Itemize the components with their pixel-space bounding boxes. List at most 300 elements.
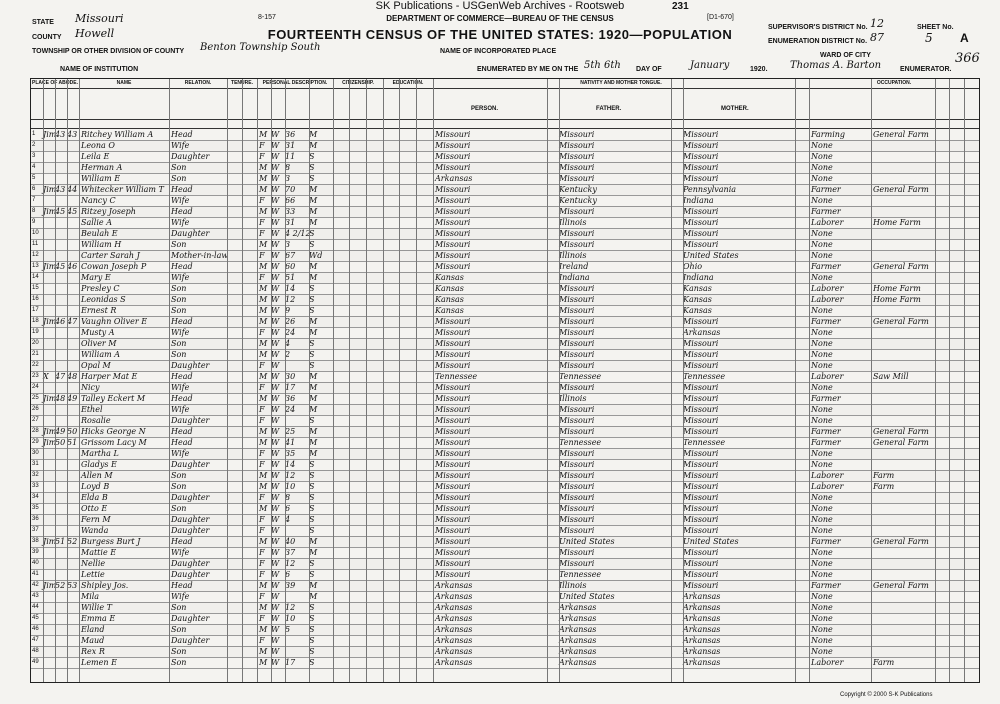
cell-dw: 45 bbox=[55, 207, 66, 216]
cell-dw: 50 bbox=[55, 438, 66, 447]
cell-age: 8 bbox=[285, 163, 291, 172]
cell-ind bbox=[873, 393, 935, 404]
cell-occ: None bbox=[811, 526, 833, 535]
cell-name: Carter Sarah J bbox=[81, 251, 140, 260]
cell-rel: Daughter bbox=[171, 636, 210, 645]
cell-ln: 40 bbox=[32, 560, 39, 566]
cell-name: Burgess Burt J bbox=[81, 537, 141, 546]
cell-st bbox=[43, 239, 55, 250]
cell-ln: 20 bbox=[32, 340, 39, 346]
cell-sex: M bbox=[259, 647, 268, 656]
cell-st bbox=[43, 591, 55, 602]
cell-fpob: Missouri bbox=[559, 460, 595, 469]
cell-dw bbox=[55, 657, 67, 668]
enum-district-number: 87 bbox=[870, 31, 884, 44]
cell-ms: S bbox=[309, 515, 315, 524]
cell-race: W bbox=[271, 152, 280, 161]
cell-age: 67 bbox=[285, 251, 296, 260]
cell-rel: Son bbox=[171, 647, 187, 656]
cell-ms: M bbox=[309, 196, 318, 205]
column-rule bbox=[809, 79, 810, 682]
cell-dw: 51 bbox=[55, 537, 66, 546]
cell-ind: Farm bbox=[873, 471, 895, 480]
subgroup-father: FATHER. bbox=[596, 106, 622, 112]
cell-fpob: Illinois bbox=[559, 581, 587, 590]
cell-race: W bbox=[271, 372, 280, 381]
cell-ms: M bbox=[309, 548, 318, 557]
cell-sex: F bbox=[259, 273, 265, 282]
cell-ind: General Farm bbox=[873, 317, 929, 326]
cell-mpob: Missouri bbox=[683, 427, 719, 436]
column-rule bbox=[55, 79, 56, 682]
cell-rel: Wife bbox=[171, 141, 190, 150]
cell-race: W bbox=[271, 592, 280, 601]
cell-ln: 11 bbox=[32, 241, 39, 247]
cell-rel: Wife bbox=[171, 449, 190, 458]
cell-ln: 34 bbox=[32, 494, 39, 500]
cell-name: Emma E bbox=[81, 614, 116, 623]
cell-ln: 32 bbox=[32, 472, 39, 478]
cell-ms: S bbox=[309, 647, 315, 656]
cell-race: W bbox=[271, 570, 280, 579]
column-rule bbox=[285, 79, 286, 682]
township-label: TOWNSHIP OR OTHER DIVISION OF COUNTY bbox=[32, 48, 185, 55]
cell-st bbox=[43, 646, 55, 657]
cell-st bbox=[43, 338, 55, 349]
cell-ln: 47 bbox=[32, 637, 39, 643]
cell-ind bbox=[873, 514, 935, 525]
cell-rel: Son bbox=[171, 658, 187, 667]
cell-age bbox=[285, 415, 307, 426]
cell-age bbox=[285, 591, 307, 602]
cell-occ: None bbox=[811, 196, 833, 205]
cell-race: W bbox=[271, 317, 280, 326]
cell-dw bbox=[55, 569, 67, 580]
cell-rel: Daughter bbox=[171, 614, 210, 623]
cell-fam bbox=[67, 525, 79, 536]
cell-age: 6 bbox=[285, 570, 291, 579]
cell-fpob: Missouri bbox=[559, 306, 595, 315]
cell-ln: 25 bbox=[32, 395, 39, 401]
cell-st bbox=[43, 173, 55, 184]
cell-fam: 49 bbox=[67, 394, 78, 403]
cell-occ: None bbox=[811, 570, 833, 579]
cell-fpob: Missouri bbox=[559, 141, 595, 150]
cell-ln: 48 bbox=[32, 648, 39, 654]
cell-name: Loyd B bbox=[81, 482, 110, 491]
cell-dw: 52 bbox=[55, 581, 66, 590]
cell-rel: Son bbox=[171, 504, 187, 513]
cell-ms: M bbox=[309, 592, 318, 601]
cell-name: Elda B bbox=[81, 493, 108, 502]
cell-name: Otto E bbox=[81, 504, 108, 513]
cell-ms: M bbox=[309, 537, 318, 546]
cell-occ: Farming bbox=[811, 130, 846, 139]
cell-ms: M bbox=[309, 262, 318, 271]
cell-ln: 26 bbox=[32, 406, 39, 412]
cell-fpob: Missouri bbox=[559, 295, 595, 304]
cell-occ: None bbox=[811, 603, 833, 612]
cell-st bbox=[43, 217, 55, 228]
column-rule bbox=[169, 79, 170, 682]
cell-ms: S bbox=[309, 603, 315, 612]
cell-pob: Kansas bbox=[435, 284, 464, 293]
cell-fam bbox=[67, 459, 79, 470]
cell-dw bbox=[55, 459, 67, 470]
column-rule bbox=[79, 79, 80, 682]
cell-dw bbox=[55, 481, 67, 492]
cell-ms: S bbox=[309, 636, 315, 645]
cell-race: W bbox=[271, 504, 280, 513]
cell-pob: Missouri bbox=[435, 141, 471, 150]
cell-ln: 8 bbox=[32, 208, 36, 214]
cell-rel: Son bbox=[171, 603, 187, 612]
cell-mpob: Missouri bbox=[683, 240, 719, 249]
cell-race: W bbox=[271, 339, 280, 348]
cell-occ: None bbox=[811, 504, 833, 513]
cell-name: Mila bbox=[81, 592, 100, 601]
cell-fpob: Missouri bbox=[559, 526, 595, 535]
cell-age: 4 2/12 bbox=[285, 229, 311, 238]
cell-rel: Daughter bbox=[171, 515, 210, 524]
cell-st bbox=[43, 162, 55, 173]
cell-age: 6 bbox=[285, 504, 291, 513]
cell-age: 17 bbox=[285, 658, 296, 667]
cell-rel: Head bbox=[171, 537, 193, 546]
cell-sex: M bbox=[259, 372, 268, 381]
cell-ind bbox=[873, 525, 935, 536]
cell-pob: Arkansas bbox=[435, 658, 473, 667]
cell-mpob: Missouri bbox=[683, 449, 719, 458]
cell-name: Whitecker William T bbox=[81, 185, 164, 194]
cell-name: Rosalie bbox=[81, 416, 111, 425]
cell-age: 31 bbox=[285, 141, 296, 150]
page-title: FOURTEENTH CENSUS OF THE UNITED STATES: 1920—POPULATION bbox=[267, 27, 733, 42]
cell-pob: Kansas bbox=[435, 306, 464, 315]
cell-mpob: Arkansas bbox=[683, 625, 721, 634]
cell-race: W bbox=[271, 548, 280, 557]
cell-pob: Missouri bbox=[435, 328, 471, 337]
cell-dw bbox=[55, 470, 67, 481]
cell-ms: S bbox=[309, 493, 315, 502]
cell-ind bbox=[873, 151, 935, 162]
cell-age: 12 bbox=[285, 295, 296, 304]
cell-rel: Daughter bbox=[171, 570, 210, 579]
cell-rel: Daughter bbox=[171, 526, 210, 535]
cell-age: 51 bbox=[285, 273, 296, 282]
cell-sex: M bbox=[259, 482, 268, 491]
cell-age: 5 bbox=[285, 625, 291, 634]
cell-ind bbox=[873, 602, 935, 613]
cell-ms: S bbox=[309, 163, 315, 172]
cell-ms: S bbox=[309, 526, 315, 535]
cell-mpob: Missouri bbox=[683, 559, 719, 568]
enumerator-name: Thomas A. Barton bbox=[790, 60, 882, 71]
cell-sex: F bbox=[259, 416, 265, 425]
cell-fpob: Missouri bbox=[559, 361, 595, 370]
cell-race: W bbox=[271, 350, 280, 359]
cell-occ: None bbox=[811, 306, 833, 315]
cell-rel: Wife bbox=[171, 273, 190, 282]
cell-ln: 43 bbox=[32, 593, 39, 599]
cell-st: X bbox=[43, 372, 49, 381]
cell-fam bbox=[67, 624, 79, 635]
cell-dw bbox=[55, 635, 67, 646]
cell-fam bbox=[67, 294, 79, 305]
cell-age: 39 bbox=[285, 581, 296, 590]
cell-race: W bbox=[271, 141, 280, 150]
cell-fpob: Arkansas bbox=[559, 658, 597, 667]
cell-dw bbox=[55, 272, 67, 283]
cell-st bbox=[43, 514, 55, 525]
cell-pob: Missouri bbox=[435, 130, 471, 139]
group-personal-description: PERSONAL DESCRIPTION. bbox=[257, 79, 334, 89]
cell-fam bbox=[67, 140, 79, 151]
cell-fam bbox=[67, 547, 79, 558]
cell-sex: F bbox=[259, 383, 265, 392]
cell-age: 12 bbox=[285, 471, 296, 480]
cell-pob: Missouri bbox=[435, 504, 471, 513]
cell-dw bbox=[55, 250, 67, 261]
cell-sex: F bbox=[259, 570, 265, 579]
cell-occ: None bbox=[811, 636, 833, 645]
supervisor-label: SUPERVISOR'S DISTRICT No. bbox=[768, 24, 868, 31]
cell-rel: Son bbox=[171, 625, 187, 634]
cell-pob: Missouri bbox=[435, 317, 471, 326]
column-rule bbox=[795, 79, 796, 682]
cell-race: W bbox=[271, 284, 280, 293]
cell-race: W bbox=[271, 251, 280, 260]
cell-pob: Arkansas bbox=[435, 174, 473, 183]
cell-ms: S bbox=[309, 625, 315, 634]
cell-mpob: Missouri bbox=[683, 218, 719, 227]
cell-fam bbox=[67, 470, 79, 481]
cell-fpob: Missouri bbox=[559, 559, 595, 568]
column-rule bbox=[383, 79, 384, 682]
cell-ln: 30 bbox=[32, 450, 39, 456]
cell-fpob: Arkansas bbox=[559, 636, 597, 645]
cell-fpob: Missouri bbox=[559, 471, 595, 480]
cell-fam bbox=[67, 448, 79, 459]
cell-st: Jim bbox=[43, 207, 57, 216]
cell-ms: M bbox=[309, 317, 318, 326]
cell-dw bbox=[55, 646, 67, 657]
cell-st: Jim bbox=[43, 185, 57, 194]
cell-age: 31 bbox=[285, 218, 296, 227]
cell-pob: Missouri bbox=[435, 438, 471, 447]
cell-pob: Missouri bbox=[435, 207, 471, 216]
cell-ln: 27 bbox=[32, 417, 39, 423]
cell-race: W bbox=[271, 526, 280, 535]
column-rule bbox=[67, 79, 68, 682]
cell-ms: M bbox=[309, 372, 318, 381]
cell-pob: Missouri bbox=[435, 471, 471, 480]
cell-fpob: Kentucky bbox=[559, 196, 597, 205]
cell-ln: 2 bbox=[32, 142, 36, 148]
cell-st bbox=[43, 140, 55, 151]
cell-ln: 23 bbox=[32, 373, 39, 379]
cell-age bbox=[285, 646, 307, 657]
cell-ln: 37 bbox=[32, 527, 39, 533]
ward-label: WARD OF CITY bbox=[820, 52, 871, 59]
cell-race: W bbox=[271, 647, 280, 656]
column-rule bbox=[399, 79, 400, 682]
cell-rel: Son bbox=[171, 174, 187, 183]
column-rule bbox=[559, 79, 560, 682]
cell-dw bbox=[55, 613, 67, 624]
cell-mpob: Kansas bbox=[683, 284, 712, 293]
cell-fam: 51 bbox=[67, 438, 78, 447]
cell-mpob: Kansas bbox=[683, 306, 712, 315]
cell-rel: Daughter bbox=[171, 493, 210, 502]
cell-fpob: United States bbox=[559, 592, 615, 601]
cell-occ: None bbox=[811, 240, 833, 249]
cell-fpob: Missouri bbox=[559, 482, 595, 491]
cell-name: Leonidas S bbox=[81, 295, 126, 304]
cell-ln: 12 bbox=[32, 252, 39, 258]
cell-ms: S bbox=[309, 350, 315, 359]
cell-occ: None bbox=[811, 416, 833, 425]
sheet-label: SHEET No. bbox=[917, 24, 954, 31]
cell-race: W bbox=[271, 383, 280, 392]
cell-name: Talley Eckert M bbox=[81, 394, 146, 403]
cell-ms: S bbox=[309, 240, 315, 249]
cell-sex: M bbox=[259, 207, 268, 216]
subgroup-person: PERSON. bbox=[471, 106, 499, 112]
cell-sex: F bbox=[259, 493, 265, 502]
cell-pob: Kansas bbox=[435, 273, 464, 282]
cell-ln: 7 bbox=[32, 197, 36, 203]
cell-sex: F bbox=[259, 515, 265, 524]
cell-mpob: Tennessee bbox=[683, 438, 726, 447]
cell-occ: None bbox=[811, 460, 833, 469]
cell-fpob: Missouri bbox=[559, 504, 595, 513]
cell-name: William E bbox=[81, 174, 121, 183]
cell-ind bbox=[873, 239, 935, 250]
cell-race: W bbox=[271, 163, 280, 172]
cell-dw: 43 bbox=[55, 185, 66, 194]
cell-ms: S bbox=[309, 152, 315, 161]
cell-fpob: Missouri bbox=[559, 317, 595, 326]
cell-name: Sallie A bbox=[81, 218, 112, 227]
cell-rel: Son bbox=[171, 339, 187, 348]
cell-occ: None bbox=[811, 229, 833, 238]
cell-st bbox=[43, 635, 55, 646]
cell-rel: Head bbox=[171, 581, 193, 590]
cell-sex: M bbox=[259, 339, 268, 348]
cell-name: Allen M bbox=[81, 471, 113, 480]
cell-ln: 45 bbox=[32, 615, 39, 621]
cell-fpob: Missouri bbox=[559, 152, 595, 161]
cell-ln: 18 bbox=[32, 318, 39, 324]
cell-mpob: Missouri bbox=[683, 526, 719, 535]
cell-dw bbox=[55, 547, 67, 558]
cell-pob: Missouri bbox=[435, 394, 471, 403]
cell-name: Hicks George N bbox=[81, 427, 146, 436]
incorporated-label: NAME OF INCORPORATED PLACE bbox=[440, 48, 557, 55]
cell-sex: F bbox=[259, 559, 265, 568]
cell-ind bbox=[873, 206, 935, 217]
cell-fpob: Missouri bbox=[559, 174, 595, 183]
cell-st: Jim bbox=[43, 427, 57, 436]
cell-st bbox=[43, 602, 55, 613]
cell-dw bbox=[55, 349, 67, 360]
cell-fpob: Missouri bbox=[559, 493, 595, 502]
cell-occ: Laborer bbox=[811, 284, 844, 293]
cell-sex: M bbox=[259, 471, 268, 480]
cell-ln: 35 bbox=[32, 505, 39, 511]
cell-race: W bbox=[271, 229, 280, 238]
cell-ln: 16 bbox=[32, 296, 39, 302]
copyright-footer: Copyright © 2000 S-K Publications bbox=[840, 692, 933, 698]
cell-st bbox=[43, 470, 55, 481]
cell-dw bbox=[55, 140, 67, 151]
cell-occ: None bbox=[811, 152, 833, 161]
cell-ln: 31 bbox=[32, 461, 39, 467]
cell-mpob: Arkansas bbox=[683, 658, 721, 667]
cell-ln: 28 bbox=[32, 428, 39, 434]
cell-race: W bbox=[271, 636, 280, 645]
column-rule bbox=[964, 79, 965, 682]
cell-race: W bbox=[271, 196, 280, 205]
cell-occ: Farmer bbox=[811, 394, 841, 403]
cell-ms: M bbox=[309, 141, 318, 150]
cell-sex: M bbox=[259, 295, 268, 304]
column-rule bbox=[433, 79, 434, 682]
column-rule bbox=[671, 79, 672, 682]
cell-ind bbox=[873, 272, 935, 283]
cell-fam bbox=[67, 404, 79, 415]
cell-st bbox=[43, 294, 55, 305]
cell-rel: Son bbox=[171, 350, 187, 359]
cell-fam: 47 bbox=[67, 317, 78, 326]
cell-fam bbox=[67, 657, 79, 668]
cell-race: W bbox=[271, 482, 280, 491]
cell-fam bbox=[67, 558, 79, 569]
cell-fpob: Illinois bbox=[559, 251, 587, 260]
cell-ln: 29 bbox=[32, 439, 39, 445]
supervisor-number: 12 bbox=[870, 17, 884, 30]
cell-st bbox=[43, 151, 55, 162]
cell-sex: F bbox=[259, 636, 265, 645]
cell-mpob: Arkansas bbox=[683, 647, 721, 656]
cell-occ: Farmer bbox=[811, 537, 841, 546]
cell-fam bbox=[67, 195, 79, 206]
cell-name: Nicy bbox=[81, 383, 100, 392]
cell-st bbox=[43, 360, 55, 371]
cell-pob: Missouri bbox=[435, 416, 471, 425]
cell-sex: F bbox=[259, 548, 265, 557]
cell-fam bbox=[67, 415, 79, 426]
cell-race: W bbox=[271, 625, 280, 634]
cell-ind bbox=[873, 624, 935, 635]
cell-mpob: Indiana bbox=[683, 196, 714, 205]
cell-mpob: Missouri bbox=[683, 141, 719, 150]
cell-fam: 50 bbox=[67, 427, 78, 436]
cell-race: W bbox=[271, 218, 280, 227]
cell-occ: None bbox=[811, 251, 833, 260]
cell-st bbox=[43, 283, 55, 294]
cell-st bbox=[43, 272, 55, 283]
cell-dw: 47 bbox=[55, 372, 66, 381]
county-value: Howell bbox=[75, 27, 115, 40]
cell-mpob: Missouri bbox=[683, 416, 719, 425]
cell-st: Jim bbox=[43, 438, 57, 447]
cell-st bbox=[43, 448, 55, 459]
cell-race: W bbox=[271, 438, 280, 447]
cell-age: 26 bbox=[285, 317, 296, 326]
cell-rel: Mother-in-law bbox=[171, 251, 229, 260]
